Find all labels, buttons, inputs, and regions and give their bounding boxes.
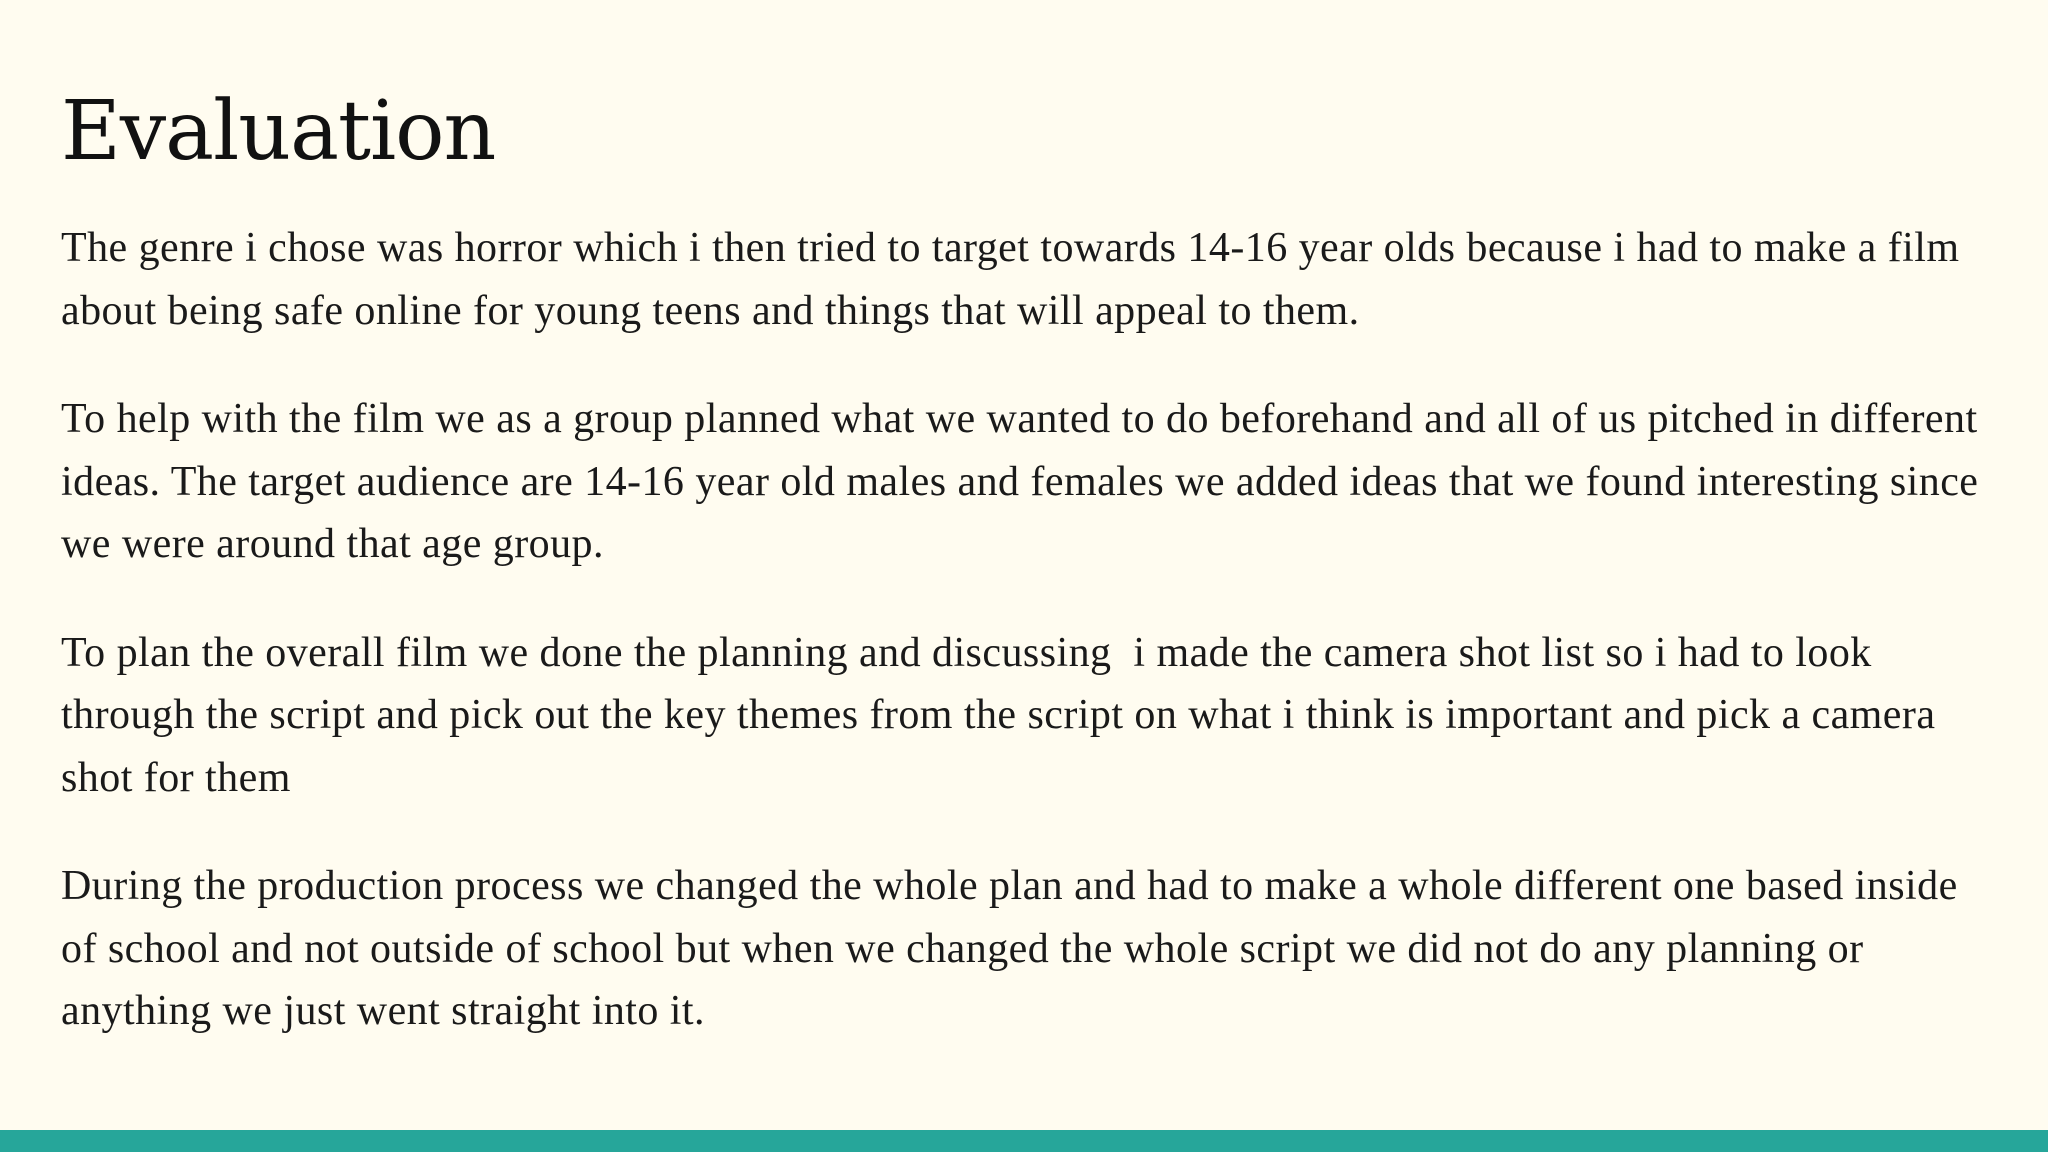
slide-body: [61, 217, 1991, 1043]
paragraph-planning: To help with the film we as a group planned what we wanted to do beforehand and all of us pitched in different ideas. The target audience are 14-16 year old males and females we added ideas that we found interesting since we were around that age group.: [61, 396, 1990, 567]
footer-accent-bar: [0, 1130, 2048, 1152]
paragraph-camera-shots: To plan the overall film we done the planning and discussing i made the camera shot list so i had to look through the script and pick out the key themes from the script on what i think is important and pick a camera shot for them: [61, 629, 1947, 801]
paragraph-production: During the production process we changed the whole plan and had to make a whole different one based inside of school and not outside of school but when we changed the whole script we did not do any planning or anything we just went straight into it.: [61, 863, 1969, 1034]
paragraph-genre: The genre i chose was horror which i then tried to target towards 14-16 year olds because i had to make a film about being safe online for young teens and things that will appeal to them.: [61, 225, 1971, 334]
slide-title: Evaluation: [61, 84, 496, 179]
